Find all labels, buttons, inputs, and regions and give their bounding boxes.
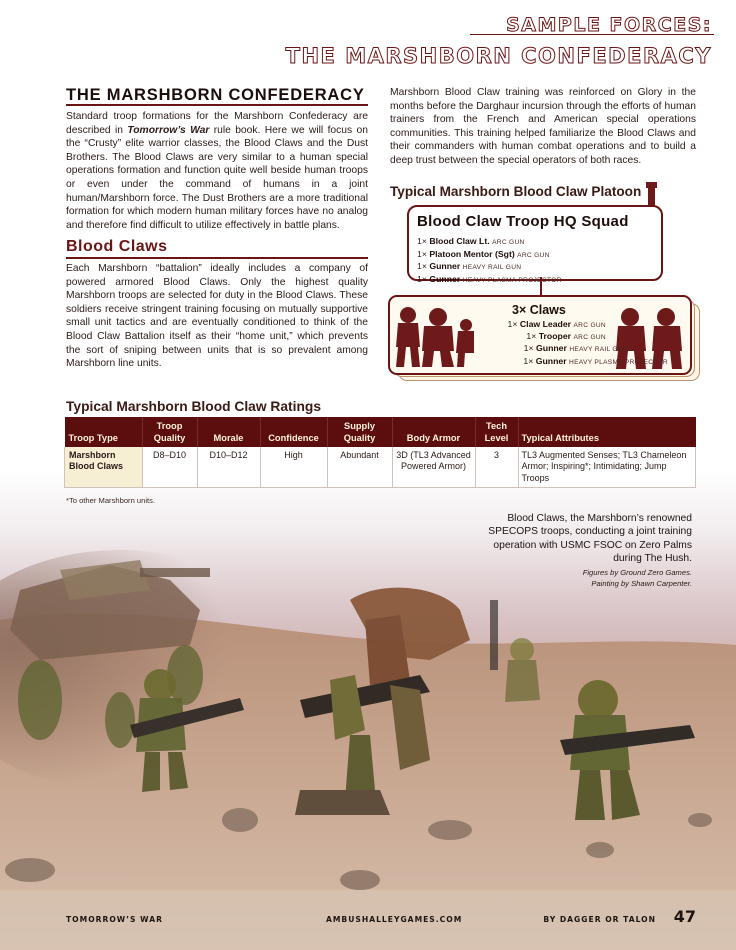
cell-troop-quality: D8–D10 (142, 447, 197, 488)
hq-squad-title: Blood Claw Troop HQ Squad (417, 213, 629, 230)
book-title: Tomorrow’s War (127, 124, 210, 136)
cell-morale: D10–D12 (197, 447, 260, 488)
caption-text: Blood Claws, the Marshborn’s renowned SPECOPS troops, conducting a joint training operation with USMC FSOC on Zero Palms during The Hush. (488, 513, 692, 564)
article-heading: THE MARSHBORN CONFEDERACY (66, 86, 365, 104)
claws-squad-title: 3× Claws (512, 303, 566, 317)
cell-typical-attributes: TL3 Augmented Senses; TL3 Chameleon Armor; Inspiring*; Intimidating; Jump Troops (518, 447, 696, 488)
claw-unit-row: 1× Gunner HEAVY PLASMA PROJECTOR (523, 355, 668, 366)
hq-unit-row: 1× Blood Claw Lt. ARC GUN (417, 236, 525, 246)
section-header-line-1: SAMPLE FORCES: (506, 14, 712, 36)
claws-squad-stack (388, 295, 700, 381)
platoon-diagram-title: Typical Marshborn Blood Claw Platoon (390, 184, 642, 199)
col-header-typical-attributes: Typical Attributes (518, 417, 696, 447)
photo-caption (472, 512, 692, 590)
diagram-connector (540, 277, 542, 295)
training-text (390, 86, 696, 168)
claw-unit-row: 1× Gunner HEAVY RAIL GUN (523, 343, 628, 354)
table-row (65, 447, 696, 488)
claw-unit-row: 1× Trooper ARC GUN (526, 331, 606, 342)
claw-unit-row: 1× Claw Leader ARC GUN (507, 319, 606, 329)
hq-squad-box (407, 205, 663, 284)
section-header-line-2: THE MARSHBORN CONFEDERACY (285, 44, 712, 68)
page-number: 47 (673, 907, 696, 926)
blood-claws-heading: Blood Claws (66, 238, 168, 255)
blood-claws-text (66, 262, 368, 371)
heading-underline (66, 104, 368, 106)
blood-claws-paragraph: Each Marshborn “battalion” ideally includes a company of powered armored Blood Claws. Only the highest quality Marshborn troops are selected for duty in the Blood Claws. These soldiers receive stringent training focusing on mutually supportive small unit tactics and are eventually conditioned to think of the Blood Claw Battalion itself as their “home unit,” which prevents the sort of sniping between units that is so prevalent among Marshborn line units. (66, 263, 368, 370)
col-header-troop-type: Troop Type (65, 417, 143, 447)
cell-tech-level: 3 (475, 447, 518, 488)
hq-unit-row: 1× Gunner HEAVY RAIL GUN (417, 261, 522, 272)
col-header-body-armor: Body Armor (392, 417, 475, 447)
intro-part-a: Standard troop formations for the Marshborn Confederacy are described in (66, 111, 368, 136)
cell-body-armor: 3D (TL3 Advanced Powered Armor) (392, 447, 475, 488)
training-paragraph: Marshborn Blood Claw training was reinforced on Glory in the months before the Darghaur incursion through the efforts of human trainers from the French and American special operations communities. This training helped familiarize the Blood Claws and their commanders with human combat operations and to build a deep trust between the special operators of both races. (390, 87, 696, 166)
ratings-table-title: Typical Marshborn Blood Claw Ratings (66, 399, 322, 414)
col-header-tech-level: Tech Level (475, 417, 518, 447)
hq-unit-row: 1× Gunner HEAVY PLASMA PROJECTOR (417, 273, 562, 284)
intro-paragraph (66, 110, 368, 232)
page-footer (0, 907, 736, 950)
footer-website: AMBUSHALLEYGAMES.COM (326, 915, 463, 924)
claws-unit-list (470, 319, 670, 368)
hq-unit-row: 1× Platoon Mentor (Sgt) ARC GUN (417, 248, 550, 259)
cell-supply-quality: Abundant (327, 447, 392, 488)
col-header-troop-quality: Troop Quality (142, 417, 197, 447)
ratings-table (64, 417, 696, 488)
col-header-morale: Morale (197, 417, 260, 447)
ratings-header-row (65, 417, 696, 447)
cell-confidence: High (260, 447, 327, 488)
col-header-confidence: Confidence (260, 417, 327, 447)
table-footnote: *To other Marshborn units. (66, 496, 156, 505)
caption-credit-painting: Painting by Shawn Carpenter. (591, 579, 692, 589)
header-rule (470, 34, 714, 35)
intro-part-c: rule book. Here we will focus on the “Crusty” elite warrior classes, the Blood Claws and the Dust Brothers. The Blood Claws are very similar to a human special operations formation and function quite well beside human troops or even under the command of humans in a joint human/Marshborn force. The Dust Brothers are a more traditional formation for which modern human military forces have no analog and therefore find difficult to utilize effectively in battle plans. (66, 124, 368, 231)
footer-supplement-title: BY DAGGER OR TALON (543, 915, 656, 924)
cell-troop-type: Marshborn Blood Claws (65, 447, 143, 488)
caption-credit-figures: Figures by Ground Zero Games. (582, 568, 692, 578)
subheading-underline (66, 257, 368, 259)
claws-squad-box (388, 295, 692, 375)
intro-text (66, 110, 368, 232)
col-header-supply-quality: Supply Quality (327, 417, 392, 447)
footer-book-title: TOMORROW’S WAR (66, 915, 163, 924)
claw-figures-silhouette (394, 301, 474, 369)
